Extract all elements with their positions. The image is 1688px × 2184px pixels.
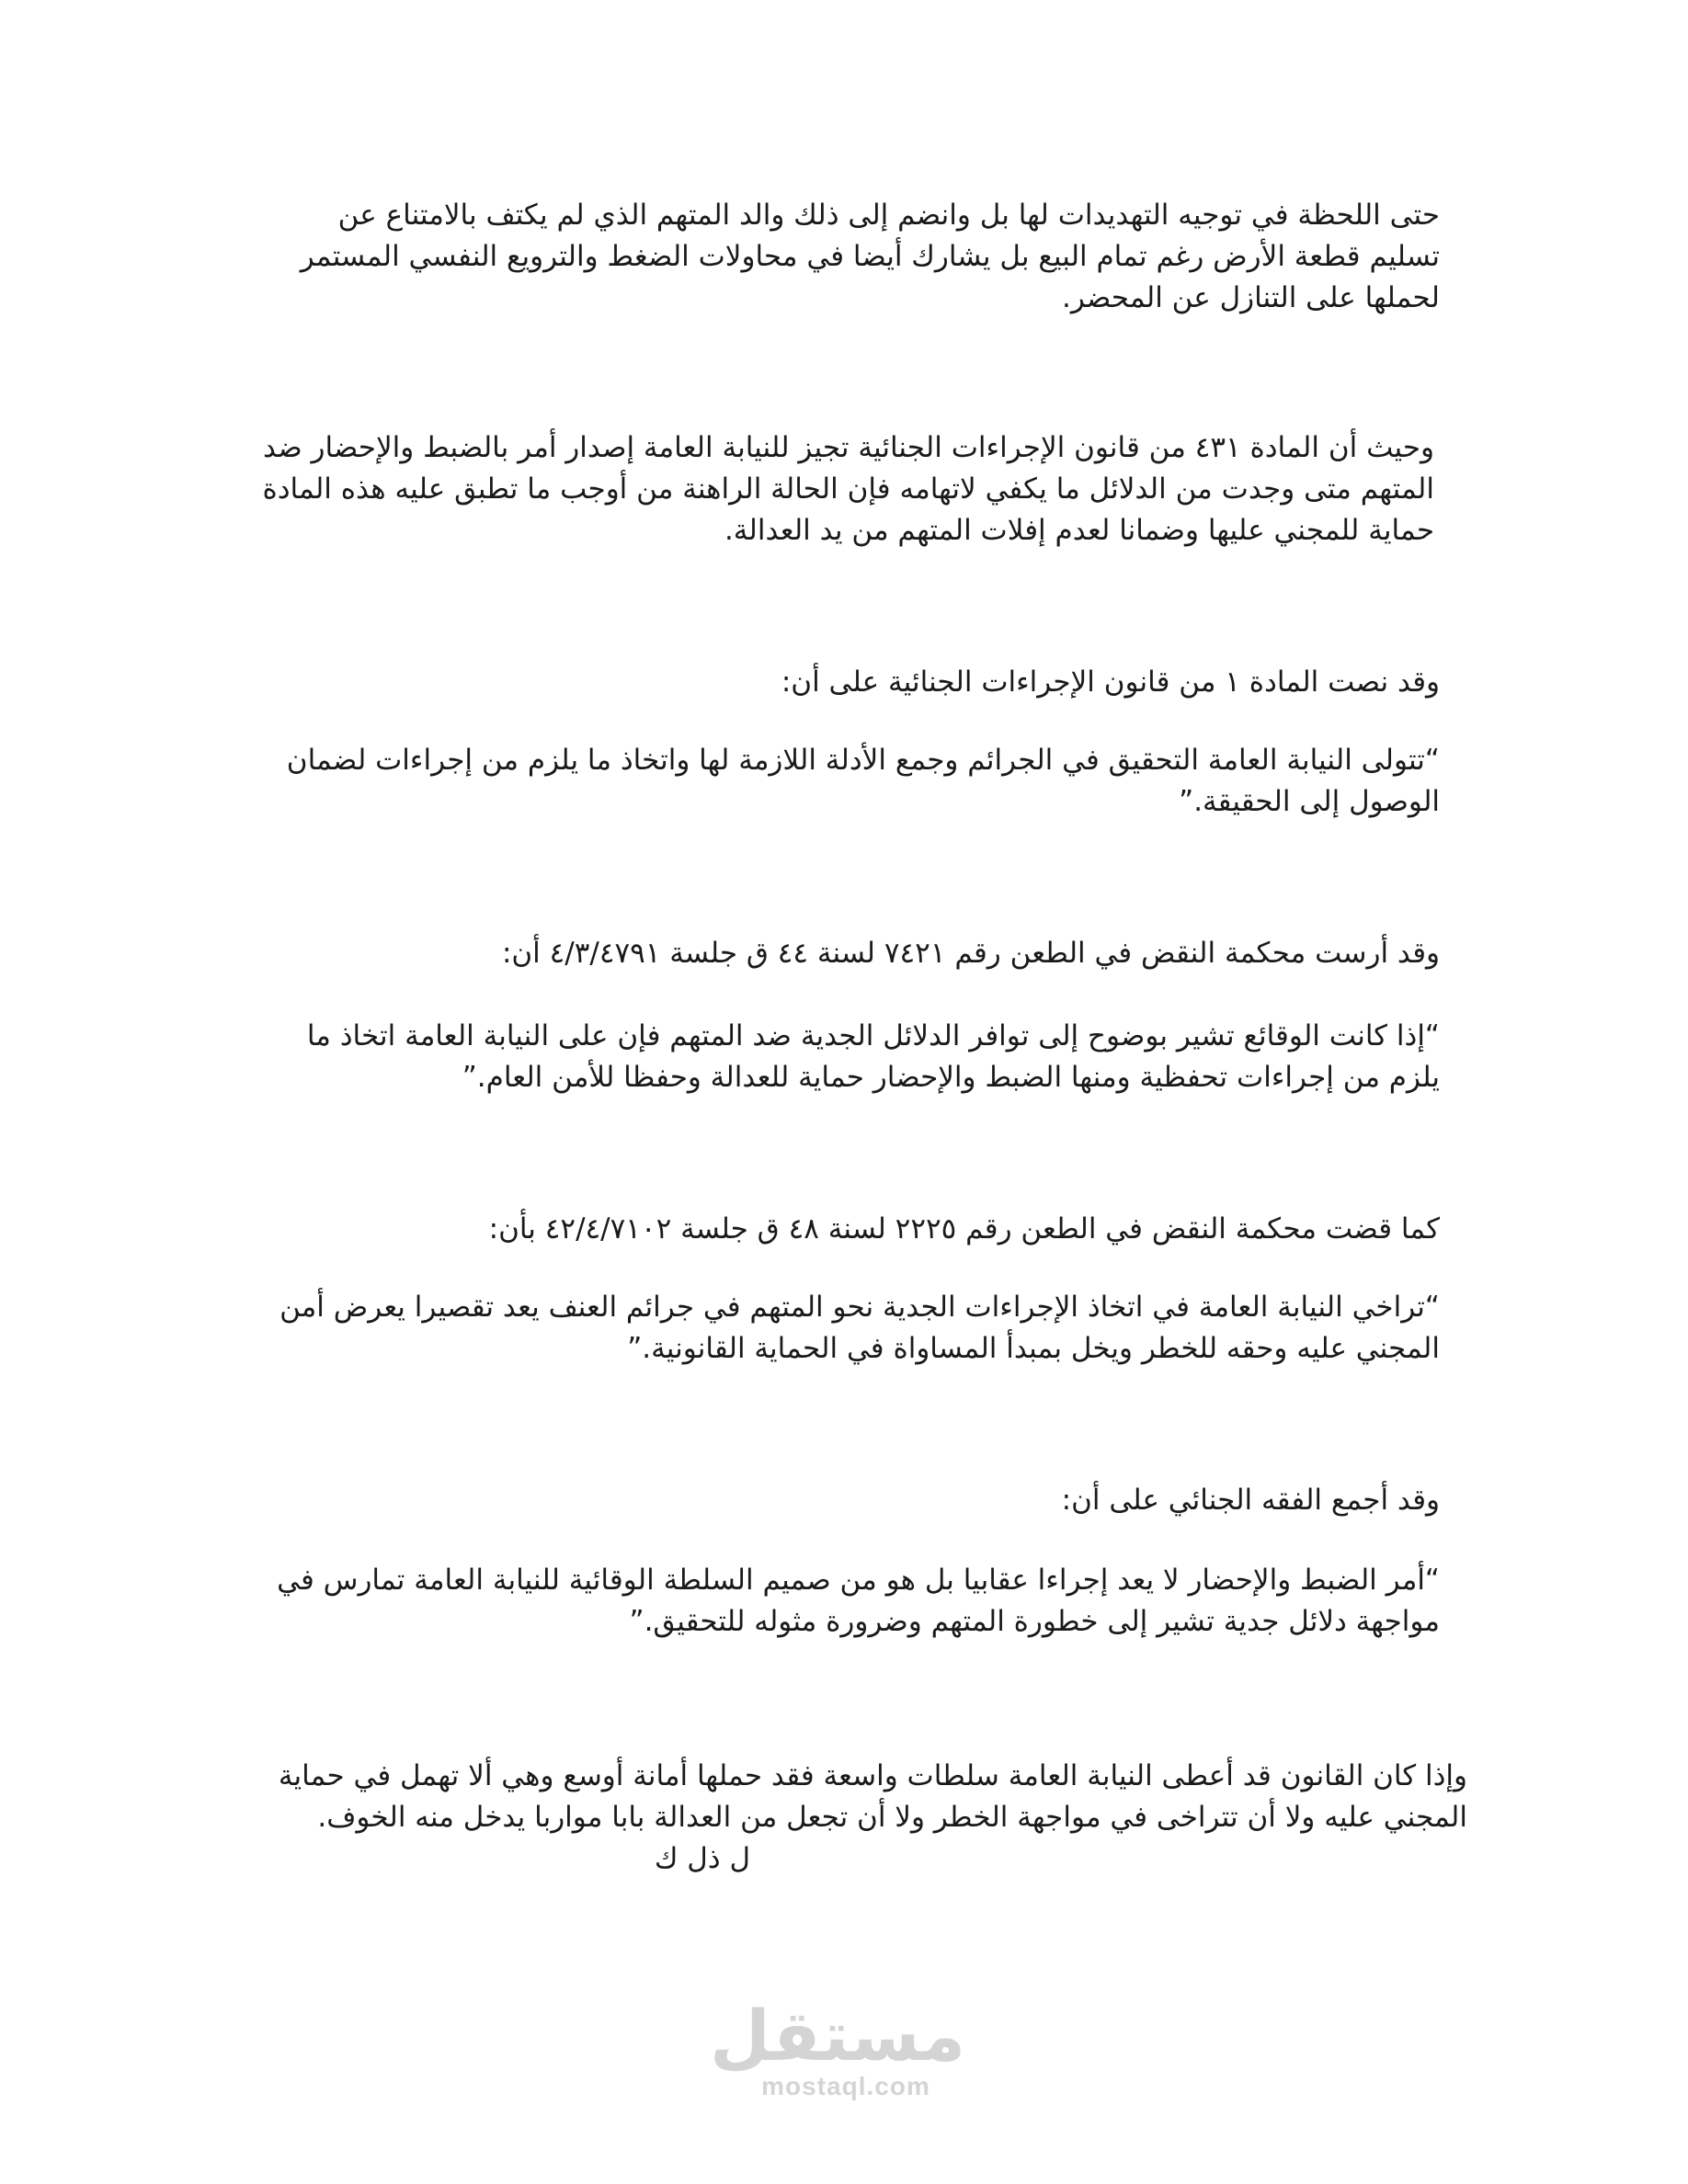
text-line: المجني عليه وحقه للخطر ويخل بمبدأ المساواة في الحماية القانونية.” <box>627 1332 1440 1365</box>
text-line: “تتولى النيابة العامة التحقيق في الجرائم وجمع الأدلة اللازمة لها واتخاذ ما يلزم من إجراءات لضمان <box>286 744 1440 777</box>
paragraph-jurisprudence-intro <box>226 1480 1440 1521</box>
text-line: وقد نصت المادة ١ من قانون الإجراءات الجنائية على أن: <box>781 665 1440 699</box>
text-line: ل ذل ك <box>654 1842 750 1875</box>
text-line: الوصول إلى الحقيقة.” <box>1179 785 1440 818</box>
text-line: مواجهة دلائل جدية تشير إلى خطورة المتهم وضرورة مثوله للتحقيق.” <box>629 1605 1440 1638</box>
text-line: “أمر الضبط والإحضار لا يعد إجراءا عقابيا بل هو من صميم السلطة الوقائية للنيابة العامة تمارس في <box>277 1564 1440 1597</box>
text-line: وإذا كان القانون قد أعطى النيابة العامة سلطات واسعة فقد حملها أمانة أوسع وهي ألا تهمل في حماية <box>278 1759 1467 1792</box>
paragraph-article-1-intro <box>226 662 1440 703</box>
text-line: المتهم متى وجدت من الدلائل ما يكفي لاتهامه فإن الحالة الراهنة من أوجب ما تطبق عليه هذه المادة <box>262 472 1434 506</box>
mostaql-watermark <box>710 1995 965 2100</box>
quote-cassation-1 <box>226 1016 1440 1098</box>
paragraph-threats <box>226 195 1440 319</box>
text-line: حتى اللحظة في توجيه التهديدات لها بل وانضم إلى ذلك والد المتهم الذي لم يكتف بالامتناع عن <box>337 199 1440 232</box>
text-line: وحيث أن المادة ٤٣١ من قانون الإجراءات الجنائية تجيز للنيابة العامة إصدار أمر بالضبط والإحضار ضد <box>263 431 1434 464</box>
paragraph-article-431 <box>221 427 1434 552</box>
quote-cassation-2 <box>226 1287 1440 1370</box>
quote-article-1 <box>226 740 1440 823</box>
paragraph-cassation-2-intro <box>226 1209 1440 1250</box>
watermark-logo: مستقل <box>710 1995 965 2076</box>
text-line: تسليم قطعة الأرض رغم تمام البيع بل يشارك أيضا في محاولات الضغط والترويع النفسي المستمر <box>300 240 1440 273</box>
quote-jurisprudence <box>226 1560 1440 1643</box>
watermark-site: mostaql.com <box>761 2072 930 2100</box>
paragraph-conclusion <box>254 1756 1467 1880</box>
text-line: يلزم من إجراءات تحفظية ومنها الضبط والإحضار حماية للعدالة وحفظا للأمن العام.” <box>462 1061 1440 1094</box>
text-line: حماية للمجني عليها وضمانا لعدم إفلات المتهم من يد العدالة. <box>724 514 1434 547</box>
text-line: لحملها على التنازل عن المحضر. <box>1061 281 1440 314</box>
text-line: “تراخي النيابة العامة في اتخاذ الإجراءات الجدية نحو المتهم في جرائم العنف يعد تقصيرا يعرض أمن <box>279 1291 1440 1324</box>
text-line: “إذا كانت الوقائع تشير بوضوح إلى توافر الدلائل الجدية ضد المتهم فإن على النيابة العامة اتخاذ ما <box>306 1019 1440 1052</box>
text-line: وقد أرست محكمة النقض في الطعن رقم ٧٤٢١ لسنة ٤٤ ق جلسة ٤/٣/٤٧٩١ أن: <box>501 937 1440 970</box>
text-line: المجني عليه ولا أن تتراخى في مواجهة الخطر ولا أن تجعل من العدالة بابا مواربا يدخل منه الخوف. <box>317 1801 1467 1834</box>
paragraph-cassation-1-intro <box>226 933 1440 974</box>
text-line: وقد أجمع الفقه الجنائي على أن: <box>1061 1484 1440 1517</box>
text-line: كما قضت محكمة النقض في الطعن رقم ٢٢٢٥ لسنة ٤٨ ق جلسة ٤٢/٤/٧١٠٢ بأن: <box>488 1212 1440 1246</box>
